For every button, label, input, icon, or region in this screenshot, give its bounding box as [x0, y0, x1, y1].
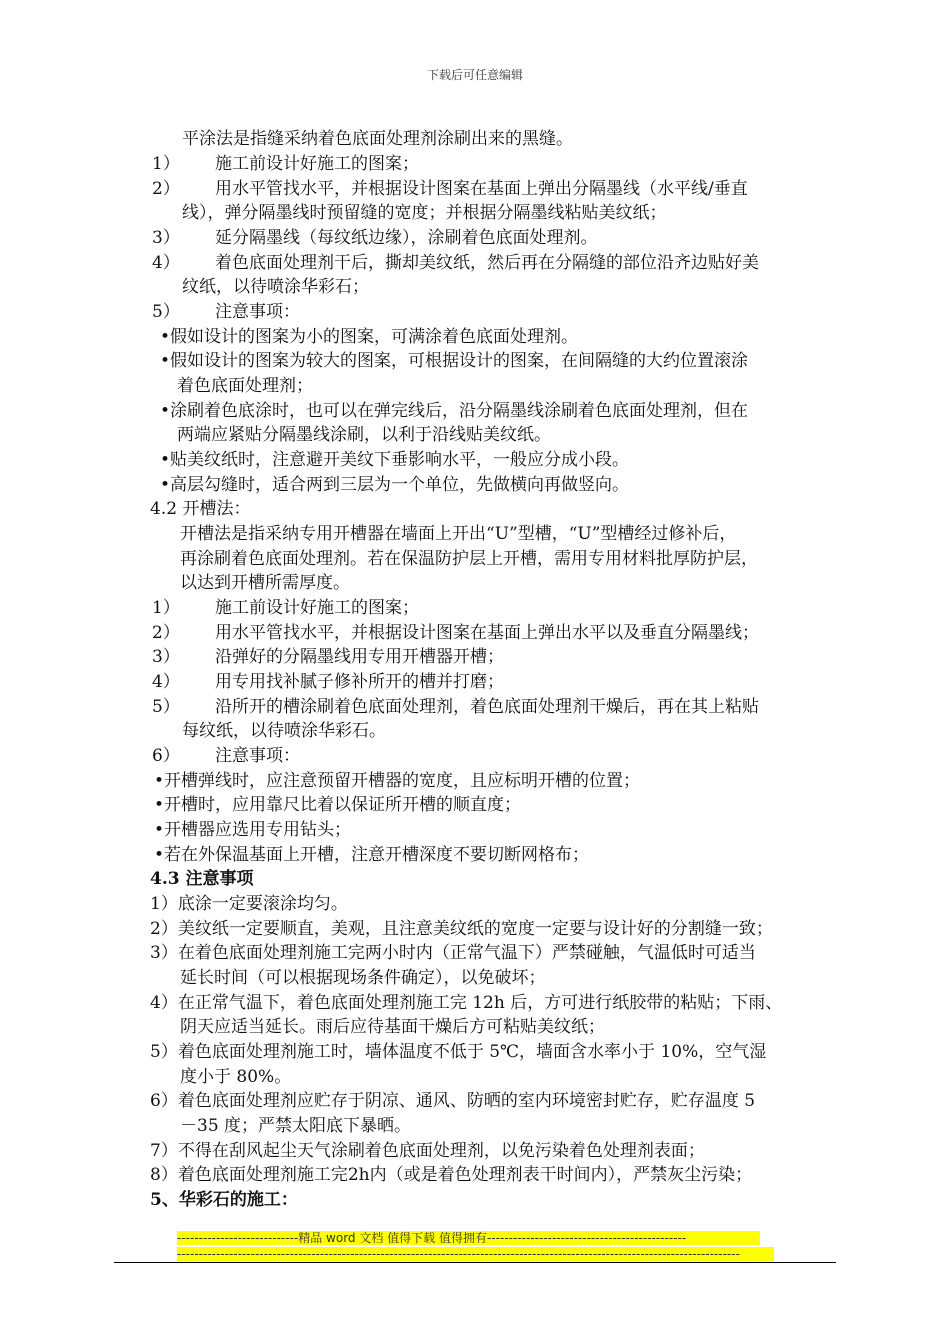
text-line — [160, 399, 748, 423]
text-line — [154, 843, 589, 867]
line-text: 7）不得在刮风起尘天气涂刷着色底面处理剂，以免污染着色处理剂表面； — [150, 1141, 705, 1161]
line-text: 5、华彩石的施工： — [150, 1190, 298, 1210]
line-text: 4.2 开槽法： — [150, 499, 251, 519]
line-text: 纹纸，以待喷涂华彩石； — [182, 277, 369, 297]
line-text: 4）在正常气温下，着色底面处理剂施工完 12h 后，方可进行纸胶带的粘贴；下雨、 — [150, 993, 783, 1013]
text-line — [177, 423, 551, 447]
list-number: 1） — [152, 154, 180, 174]
text-line — [152, 744, 300, 768]
line-text: •若在外保温基面上开槽，注意开槽深度不要切断网格布； — [154, 845, 590, 865]
line-text: •开槽器应选用专用钻头； — [154, 820, 352, 840]
text-line — [152, 670, 504, 694]
line-text: 2）美纹纸一定要顺直，美观，且注意美纹纸的宽度一定要与设计好的分割缝一致； — [150, 919, 773, 939]
line-text: 度小于 80%。 — [180, 1067, 292, 1087]
line-text: 阴天应适当延长。雨后应待基面干燥后方可粘贴美纹纸； — [180, 1017, 605, 1037]
text-line — [150, 1139, 705, 1163]
text-line — [180, 1065, 291, 1089]
line-text: •开槽时，应用靠尺比着以保证所开槽的顺直度； — [154, 795, 522, 815]
line-text: 两端应紧贴分隔墨线涂刷，以利于沿线贴美纹纸。 — [177, 425, 551, 445]
text-line — [150, 1089, 755, 1113]
text-line — [152, 152, 419, 176]
line-text: 开槽法是指采纳专用开槽器在墙面上开出“U”型槽，“U”型槽经过修补后， — [180, 524, 737, 544]
line-text: 注意事项： — [215, 302, 300, 322]
line-text: 5）着色底面处理剂施工时，墙体温度不低于 5℃，墙面含水率小于 10%，空气湿 — [150, 1042, 767, 1062]
text-line — [180, 522, 736, 546]
line-text: 3）在着色底面处理剂施工完两小时内（正常气温下）严禁碰触，气温低时可适当 — [150, 943, 756, 963]
line-text: 着色底面处理剂干后，撕却美纹纸，然后再在分隔缝的部位沿齐边贴好美 — [215, 253, 759, 273]
list-number: 3） — [152, 647, 180, 667]
line-text: 施工前设计好施工的图案； — [215, 154, 419, 174]
text-line — [152, 226, 598, 250]
text-line — [152, 177, 748, 201]
text-line — [180, 966, 546, 990]
text-line — [150, 941, 756, 965]
line-text: •开槽弹线时，应注意预留开槽器的宽度，且应标明开槽的位置； — [154, 771, 641, 791]
text-line — [160, 325, 578, 349]
text-line — [152, 300, 300, 324]
list-number: 6） — [152, 746, 180, 766]
line-text: 以达到开槽所需厚度。 — [180, 573, 350, 593]
line-text: •贴美纹纸时，注意避开美纹下垂影响水平，一般应分成小段。 — [160, 450, 630, 470]
text-line — [182, 127, 573, 151]
line-text: 沿弹好的分隔墨线用专用开槽器开槽； — [215, 647, 504, 667]
text-line — [150, 892, 348, 916]
line-text: 用专用找补腻子修补所开的槽并打磨； — [215, 672, 504, 692]
text-line — [150, 1163, 752, 1187]
line-text: 线），弹分隔墨线时预留缝的宽度；并根据分隔墨线粘贴美纹纸； — [182, 203, 667, 223]
line-text: 每纹纸，以待喷涂华彩石。 — [182, 721, 386, 741]
text-line — [160, 448, 629, 472]
list-number: 2） — [152, 179, 180, 199]
line-text: •假如设计的图案为小的图案，可满涂着色底面处理剂。 — [160, 327, 579, 347]
text-line — [154, 793, 521, 817]
text-line — [150, 497, 250, 521]
line-text: －35 度；严禁太阳底下暴晒。 — [180, 1116, 412, 1136]
footer-banner-line-2: ---------------------------------------------------------------------------------------------------------------------------------- — [177, 1247, 774, 1261]
line-text: 注意事项： — [215, 746, 300, 766]
text-line — [150, 917, 773, 941]
list-number: 4） — [152, 672, 180, 692]
text-line — [180, 1114, 411, 1138]
list-number: 4） — [152, 253, 180, 273]
text-line — [182, 275, 369, 299]
text-line — [154, 818, 351, 842]
line-text: 平涂法是指缝采纳着色底面处理剂涂刷出来的黑缝。 — [182, 129, 573, 149]
list-number: 2） — [152, 623, 180, 643]
text-line — [150, 1188, 298, 1212]
text-line — [152, 645, 504, 669]
line-text: •高层勾缝时，适合两到三层为一个单位，先做横向再做竖向。 — [160, 475, 630, 495]
text-line — [182, 719, 386, 743]
text-line — [177, 374, 313, 398]
line-text: 再涂刷着色底面处理剂。若在保温防护层上开槽，需用专用材料批厚防护层， — [180, 549, 758, 569]
text-line — [180, 1015, 605, 1039]
line-text: 6）着色底面处理剂应贮存于阴凉、通风、防晒的室内环境密封贮存，贮存温度 5 — [150, 1091, 756, 1111]
list-number: 1） — [152, 598, 180, 618]
line-text: 沿所开的槽涂刷着色底面处理剂，着色底面处理剂干燥后，再在其上粘贴 — [215, 697, 759, 717]
line-text: 4.3 注意事项 — [150, 869, 254, 889]
line-text: 延长时间（可以根据现场条件确定），以免破坏； — [180, 968, 546, 988]
text-line — [160, 349, 748, 373]
list-number: 3） — [152, 228, 180, 248]
line-text: 1）底涂一定要滚涂均匀。 — [150, 894, 348, 914]
list-number: 5） — [152, 302, 180, 322]
footer-rule — [114, 1262, 836, 1263]
list-number: 5） — [152, 697, 180, 717]
footer-banner-line-1: ----------------------------精品 word 文档 值得下载 值得拥有---------------------------------------------- — [177, 1231, 760, 1245]
text-line — [150, 991, 782, 1015]
text-line — [180, 547, 758, 571]
page-header: 下载后可任意编辑 — [426, 68, 523, 82]
text-line — [152, 251, 759, 275]
text-line — [150, 1040, 766, 1064]
text-line — [152, 695, 759, 719]
text-line — [152, 621, 759, 645]
line-text: 用水平管找水平，并根据设计图案在基面上弹出分隔墨线（水平线/垂直 — [215, 179, 748, 199]
line-text: 着色底面处理剂； — [177, 376, 313, 396]
text-line — [150, 867, 254, 891]
text-line — [154, 769, 640, 793]
line-text: •假如设计的图案为较大的图案，可根据设计的图案，在间隔缝的大约位置滚涂 — [160, 351, 749, 371]
text-line — [180, 571, 350, 595]
line-text: 用水平管找水平，并根据设计图案在基面上弹出水平以及垂直分隔墨线； — [215, 623, 759, 643]
text-line — [182, 201, 667, 225]
text-line — [160, 473, 629, 497]
line-text: 8）着色底面处理剂施工完2h内（或是着色处理剂表干时间内），严禁灰尘污染； — [150, 1165, 753, 1185]
text-line — [152, 596, 419, 620]
line-text: 延分隔墨线（每纹纸边缘），涂刷着色底面处理剂。 — [215, 228, 598, 248]
line-text: 施工前设计好施工的图案； — [215, 598, 419, 618]
line-text: •涂刷着色底涂时，也可以在弹完线后，沿分隔墨线涂刷着色底面处理剂，但在 — [160, 401, 749, 421]
